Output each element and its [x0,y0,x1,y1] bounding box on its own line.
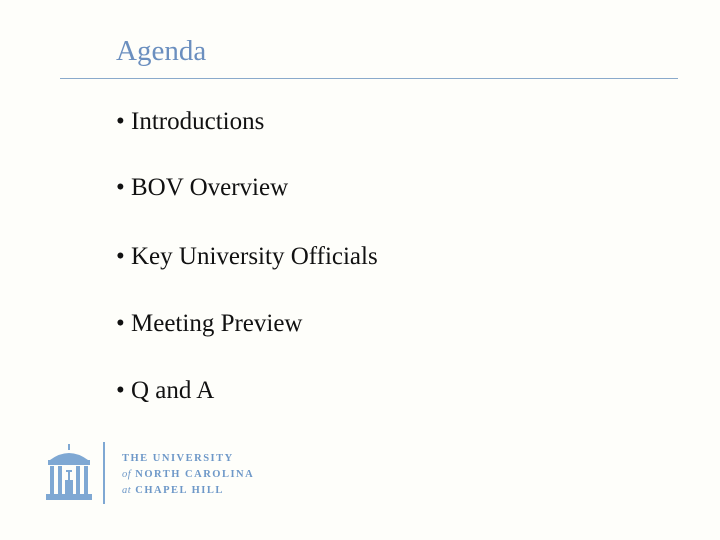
logo-divider [103,442,105,504]
logo-line-3: at CHAPEL HILL [122,485,224,496]
slide-title: Agenda [116,35,207,67]
university-logo [44,442,274,506]
logo-wordmark [122,451,254,499]
bullet-item: • Meeting Preview [116,310,303,337]
bullet-item: • Key University Officials [116,243,378,270]
bullet-item: • BOV Overview [116,174,289,201]
title-divider [60,78,678,79]
bullet-item: • Introductions [116,108,265,135]
logo-line-2: of NORTH CAROLINA [122,469,255,480]
old-well-icon [44,444,94,502]
logo-line-1: THE UNIVERSITY [122,453,234,464]
bullet-item: • Q and A [116,377,215,404]
